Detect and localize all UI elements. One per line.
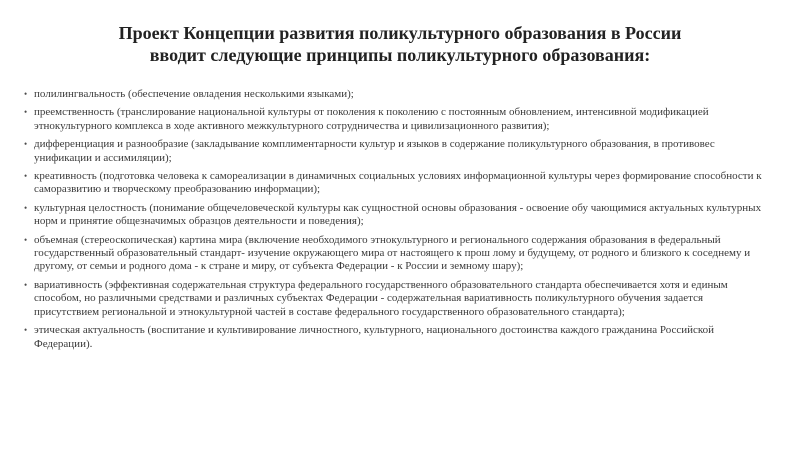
list-item: [24, 106, 764, 133]
bullet-icon: •: [24, 279, 28, 290]
list-item: [24, 88, 764, 101]
list-item: [24, 234, 764, 274]
slide-title-line-2: вводит следующие принципы поликультурного образования:: [149, 45, 651, 65]
list-item-text: вариативность (эффективная содержательная структура федерального государственного образовательного стандарта обеспечивается хотя и единым способом, но различными средствами и различных субъектах Федерации - содержательная вариативность поликультурного обучения задается присутствием региональной и этнокультурной частей в составе федерального государственного образовательного стандарта);: [34, 278, 728, 318]
list-item-text: объемная (стереоскопическая) картина мира (включение необходимого этнокультурного и регионального содержания образования в федеральный государственный образовательный стандарт- изучение окружающего мира от настоящего к прош лому и будущему, от родного и близкого к соседнему и другому, от семьи и родного дома - к стране и миру, от субъекта Федерации - к России и земному шару);: [34, 233, 751, 273]
list-item: [24, 138, 764, 165]
list-item-text: полилингвальность (обеспечение овладения несколькими языками);: [34, 88, 354, 100]
bullet-icon: •: [24, 107, 28, 118]
bullet-icon: •: [24, 171, 28, 182]
slide-title-line-1: Проект Концепции развития поликультурного образования в России: [118, 23, 682, 43]
slide-title: [40, 22, 760, 66]
list-item-text: креативность (подготовка человека к самореализации в динамичных социальных условиях информационной культуры через формирование способности к саморазвитию и творческому преобразованию информации);: [34, 170, 762, 196]
bullet-icon: •: [24, 325, 28, 336]
list-item-text: дифференциация и разнообразие (закладывание комплиментарности культур и языков в содержание поликультурного образования, в противовес унификации и ассимиляции);: [34, 138, 715, 164]
bullet-icon: •: [24, 139, 28, 150]
bullet-icon: •: [24, 89, 28, 99]
list-item: [24, 202, 764, 229]
principles-list: [24, 88, 764, 356]
bullet-icon: •: [24, 234, 28, 245]
list-item: [24, 324, 764, 351]
list-item: [24, 279, 764, 319]
list-item: [24, 170, 764, 197]
list-item-text: преемственность (транслирование национальной культуры от поколения к поколению с постоянным обновлением, интенсивной модификацией этнокультурного комплекса в ходе активного межкультурного сотрудничества и цивилизационного развития);: [34, 106, 709, 132]
list-item-text: культурная целостность (понимание общечеловеческой культуры как сущностной основы образования - освоение обу чающимися актуальных культурных норм и принятие общезначимых образцов деятельности и поведения);: [34, 201, 762, 228]
bullet-icon: •: [24, 202, 28, 213]
list-item-text: этическая актуальность (воспитание и культивирование личностного, культурного, национального достоинства каждого гражданина Российской Федерации).: [34, 324, 715, 350]
